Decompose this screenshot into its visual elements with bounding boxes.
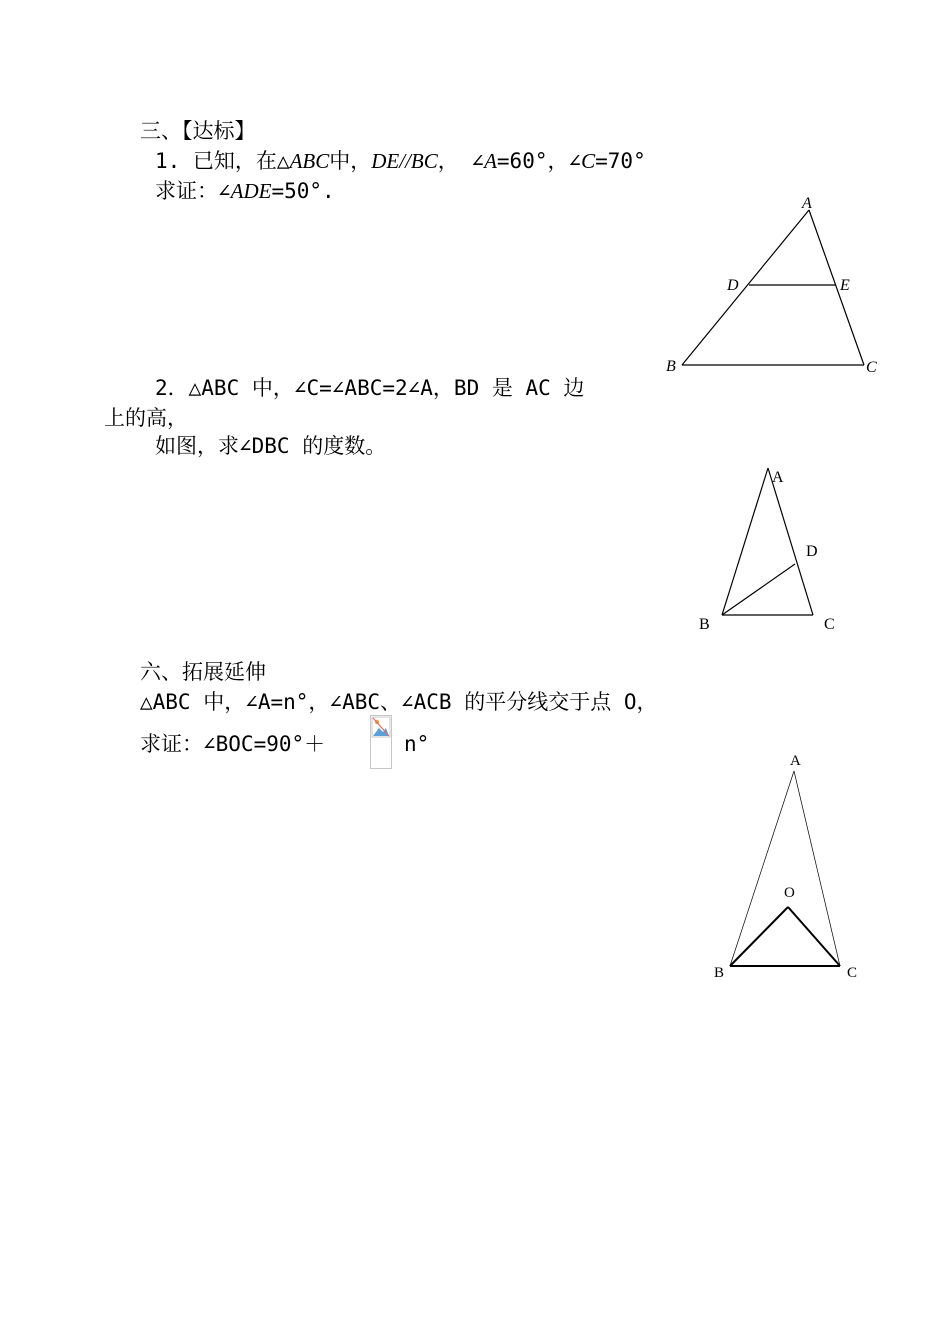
- section6-prove: 求证：∠BOC=90°＋: [140, 732, 326, 756]
- label-a: A: [772, 469, 784, 486]
- question2-line2: 上的高，: [104, 406, 188, 430]
- label-o: O: [784, 885, 795, 901]
- label-e: E: [840, 277, 850, 294]
- label-d: D: [727, 277, 739, 294]
- section6-prove-suffix: n°: [404, 732, 430, 756]
- question2-line3: 如图，求∠DBC 的度数。: [155, 434, 387, 458]
- question1-statement: 1. 已知，在△ABC中，DE//BC， ∠A=60°，∠C=70°: [155, 149, 646, 173]
- fraction-image-placeholder: [370, 715, 392, 769]
- label-a: A: [802, 195, 812, 212]
- side-ac: [768, 468, 813, 615]
- bisector-co: [788, 907, 840, 966]
- section6-heading: 六、拓展延伸: [140, 660, 266, 684]
- figure-triangle-de-parallel-bc: [660, 190, 890, 380]
- label-c: C: [847, 965, 858, 981]
- section6-line1: △ABC 中，∠A=n°，∠ABC、∠ACB 的平分线交于点 O，: [140, 690, 658, 714]
- bisector-bo: [730, 907, 788, 966]
- figure-triangle-altitude-bd: [690, 460, 850, 640]
- label-a: A: [790, 753, 801, 769]
- label-b: B: [666, 358, 676, 375]
- question1-prove: 求证：∠ADE=50°.: [155, 179, 335, 203]
- label-c: C: [824, 616, 835, 633]
- broken-image-icon: [371, 716, 391, 740]
- section3-heading: 三、【达标】: [140, 119, 256, 143]
- label-c: C: [866, 359, 877, 376]
- altitude-bd: [722, 564, 795, 615]
- label-b: B: [699, 616, 710, 633]
- side-ac: [794, 771, 840, 966]
- label-d: D: [806, 543, 818, 560]
- label-b: B: [714, 965, 725, 981]
- question2-line1: 2．△ABC 中，∠C=∠ABC=2∠A，BD 是 AC 边: [155, 376, 585, 400]
- side-ab: [730, 771, 794, 966]
- side-ab: [722, 468, 768, 615]
- figure-triangle-bisectors-o: [700, 745, 875, 985]
